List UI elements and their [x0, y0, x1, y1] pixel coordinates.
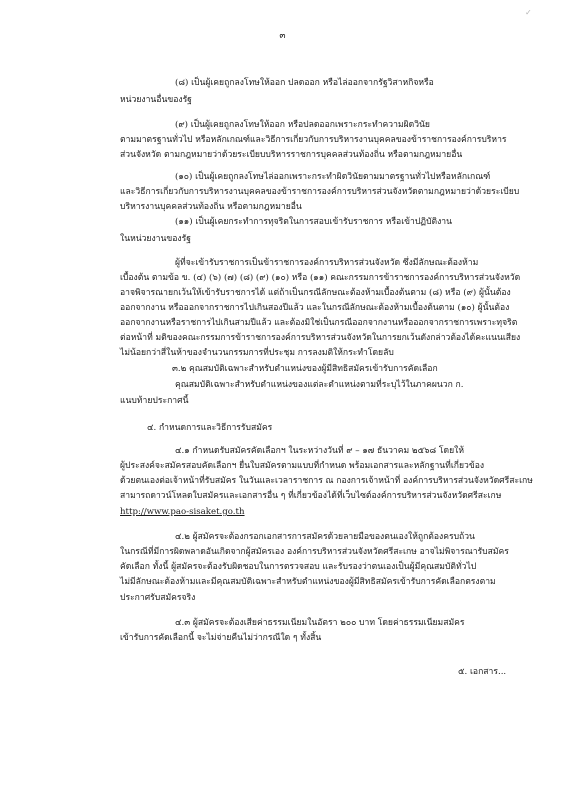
para-line: (๘) เป็นผู้เคยถูกลงโทษให้ออก ปลดออก หรือไล่ออกจากรัฐวิสาหกิจหรือ: [175, 78, 434, 88]
para-line: (๙) เป็นผู้เคยถูกลงโทษให้ออก หรือปลดออกเพราะกระทำความผิดวินัย: [175, 120, 430, 130]
para-line: (๑๑) เป็นผู้เคยกระทำการทุจริตในการสอบเข้ารับราชการ หรือเข้าปฏิบัติงาน: [175, 217, 453, 227]
para-line: ๔.๑ กำหนดรับสมัครคัดเลือกฯ ในระหว่างวันที่ ๙ – ๑๗ ธันวาคม ๒๕๖๘ โดยให้: [175, 446, 464, 456]
para-line: หน่วยงานอื่นของรัฐ: [120, 95, 192, 105]
para-line: ตามมาตรฐานทั่วไป หรือหลักเกณฑ์และวิธีการเกี่ยวกับการบริหารงานบุคคลของข้าราชการองค์การบริหาร: [120, 135, 507, 145]
para-line: ผู้ที่จะเข้ารับราชการเป็นข้าราชการองค์การบริหารส่วนจังหวัด ซึ่งมีลักษณะต้องห้าม: [175, 258, 479, 268]
para-line: ออกจากงาน หรือออกจากราชการไปเกินสองปีแล้ว และในกรณีลักษณะต้องห้ามเบื้องต้นตาม (๑๐) ผู้นั้นต้อง: [120, 303, 510, 313]
para-line: เข้ารับการคัดเลือกนี้ จะไม่จ่ายคืนไม่ว่ากรณีใด ๆ ทั้งสิ้น: [120, 633, 322, 643]
corner-check-mark: ✓: [525, 8, 532, 17]
continuation-marker: ๕. เอกสาร...: [458, 667, 507, 677]
para-line: ผู้ประสงค์จะสมัครสอบคัดเลือกฯ ยื่นใบสมัครตามแบบที่กำหนด พร้อมเอกสารและหลักฐานที่เกี่ยวข้อง: [120, 461, 485, 471]
website-link[interactable]: [120, 506, 245, 519]
para-line: ๔.๓ ผู้สมัครจะต้องเสียค่าธรรมเนียมในอัตรา ๒๐๐ บาท โดยค่าธรรมเนียมสมัคร: [175, 618, 465, 628]
page-number: ๓: [279, 31, 286, 41]
para-line: ส่วนจังหวัด ตามกฎหมายว่าด้วยระเบียบบริหารราชการบุคคลส่วนท้องถิ่น หรือตามกฎหมายอื่น: [120, 150, 463, 160]
para-line: บริหารงานบุคคลส่วนท้องถิ่น หรือตามกฎหมายอื่น: [120, 202, 302, 212]
website-url[interactable]: http://www.pao-sisaket.go.th: [120, 507, 245, 517]
para-line: ต่อหน้าที่ มติของคณะกรรมการข้าราชการองค์การบริหารส่วนจังหวัดในการยกเว้นดังกล่าวต้องได้คะแนนเสียง: [120, 333, 521, 343]
para-line: ในกรณีที่มีการผิดพลาดอันเกิดจากผู้สมัครเอง องค์การบริหารส่วนจังหวัดศรีสะเกษ อาจไม่พิจารณารับสมัคร: [120, 547, 509, 557]
para-line: ในหน่วยงานของรัฐ: [120, 234, 191, 244]
para-line: เบื้องต้น ตามข้อ ข. (๔) (๖) (๗) (๘) (๙) (๑๐) หรือ (๑๑) คณะกรรมการข้าราชการองค์การบริหารส่วนจังหวัด: [120, 273, 521, 283]
para-line: ออกจากงานหรือราชการไปเกินสามปีแล้ว และต้องมิใช่เป็นกรณีออกจากงานหรือออกจากราชการเพราะทุจริต: [120, 318, 518, 328]
para-line: ไม่มีลักษณะต้องห้ามและมีคุณสมบัติเฉพาะสำหรับตำแหน่งของผู้มีสิทธิสมัครเข้ารับการคัดเลือกตรงตาม: [120, 577, 496, 587]
para-line: แนบท้ายประกาศนี้: [120, 396, 189, 406]
para-line: (๑๐) เป็นผู้เคยถูกลงโทษไล่ออกเพราะกระทำผิดวินัยตามมาตรฐานทั่วไปหรือหลักเกณฑ์: [175, 172, 491, 182]
para-line: สามารถดาวน์โหลดใบสมัครและเอกสารอื่น ๆ ที่เกี่ยวข้องได้ที่เว็บไซต์องค์การบริหารส่วนจังหวัดศรีสะเกษ: [120, 491, 502, 501]
para-line: ๔.๒ ผู้สมัครจะต้องกรอกเอกสารการสมัครด้วยลายมือของตนเองให้ถูกต้องครบถ้วน: [175, 532, 475, 542]
para-line: ไม่น้อยกว่าสี่ในห้าของจำนวนกรรมการที่ประชุม การลงมติให้กระทำโดยลับ: [120, 348, 394, 358]
section-heading: ๓.๒ คุณสมบัติเฉพาะสำหรับตำแหน่งของผู้มีสิทธิสมัครเข้ารับการคัดเลือก: [172, 364, 438, 374]
para-line: และวิธีการเกี่ยวกับการบริหารงานบุคคลของข้าราชการองค์การบริหารส่วนจังหวัดตามกฎหมายว่าด้วยระเบียบ: [120, 187, 520, 197]
para-line: คุณสมบัติเฉพาะสำหรับตำแหน่งของแต่ละตำแหน่งตามที่ระบุไว้ในภาคผนวก ก.: [175, 380, 464, 390]
para-line: คัดเลือก ทั้งนี้ ผู้สมัครจะต้องรับผิดชอบในการตรวจสอบ และรับรองว่าตนเองเป็นผู้มีคุณสมบัติทั่วไป: [120, 562, 477, 572]
para-line: ประกาศรับสมัครจริง: [120, 593, 196, 603]
para-line: ด้วยตนเองต่อเจ้าหน้าที่รับสมัคร ในวันและเวลาราชการ ณ กองการเจ้าหน้าที่ องค์การบริหารส่วนจังหวัดศรีสะเกษ: [120, 476, 533, 486]
section-heading: ๔. กำหนดการและวิธีการรับสมัคร: [147, 423, 273, 433]
para-line: อาจพิจารณายกเว้นให้เข้ารับราชการได้ แต่ถ้าเป็นกรณีลักษณะต้องห้ามเบื้องต้นตาม (๘) หรือ (๙) ผู้นั้นต้อง: [120, 288, 511, 298]
